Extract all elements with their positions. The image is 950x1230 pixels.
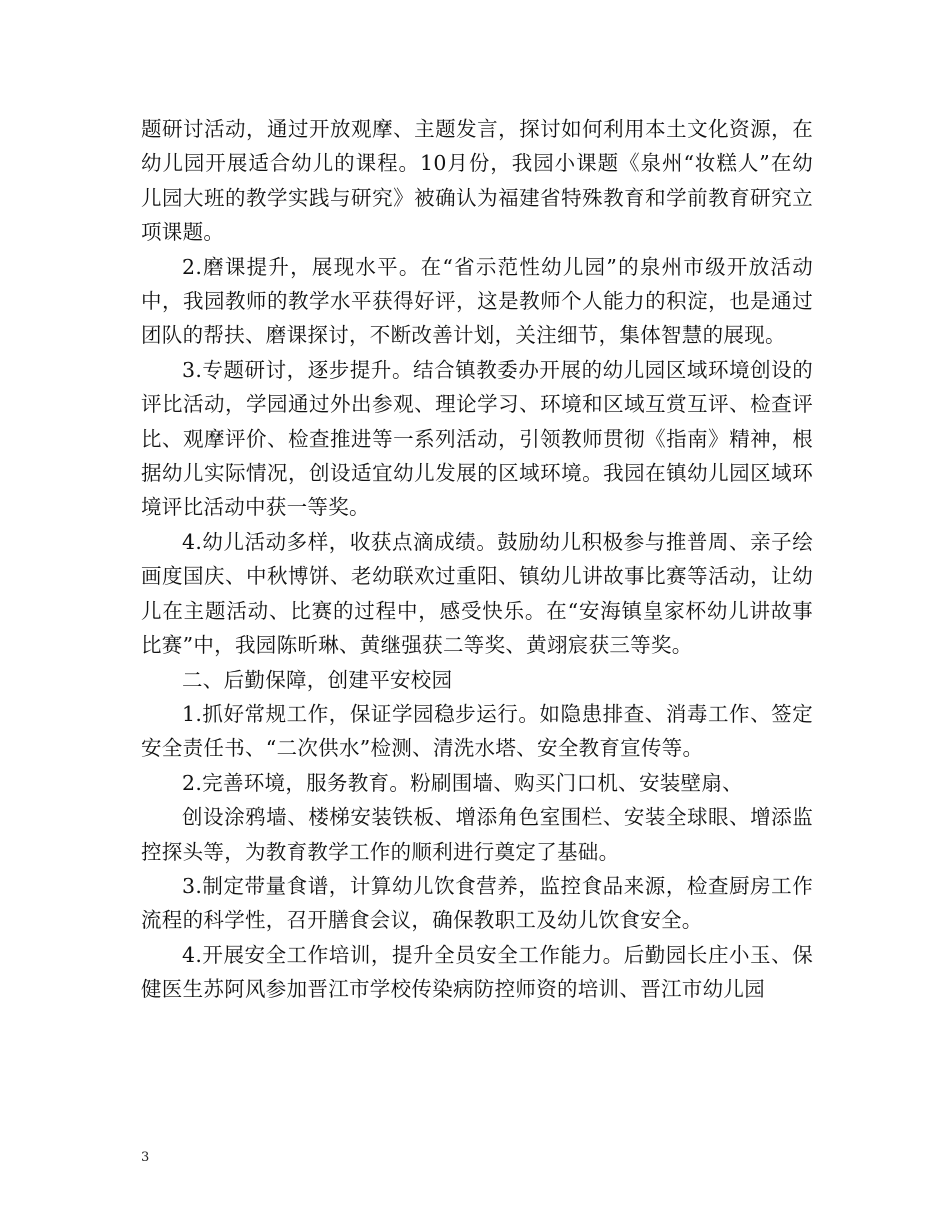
section-heading-logistics: 二、后勤保障，创建平安校园 bbox=[182, 667, 453, 692]
paragraph-children-activities: 4.幼儿活动多样，收获点滴成绩。鼓励幼儿积极参与推普周、亲子绘画度国庆、中秋博饼、老幼联欢过重阳、镇幼儿讲故事比赛等活动，让幼儿在主题活动、比赛的过程中，感受快乐。在“安海镇皇家杯幼儿讲故事比赛”中，我园陈昕琳、黄继强获二等奖、黄翊宸获三等奖。 bbox=[141, 529, 813, 658]
paragraph-lesson-polishing: 2.磨课提升，展现水平。在“省示范性幼儿园”的泉州市级开放活动中，我园教师的教学水平获得好评，这是教师个人能力的积淀，也是通过团队的帮扶、磨课探讨，不断改善计划，关注细节，集体智慧的展现。 bbox=[141, 254, 813, 348]
paragraph-improve-environment: 2.完善环境，服务教育。粉刷围墙、购买门口机、安装壁扇、 bbox=[182, 770, 743, 795]
paragraph-safety-training: 4.开展安全工作培训，提升全员安全工作能力。后勤园长庄小玉、保健医生苏阿风参加晋江市学校传染病防控师资的培训、晋江市幼儿园 bbox=[141, 942, 813, 1002]
paragraph-continued-topic-research: 题研讨活动，通过开放观摩、主题发言，探讨如何利用本土文化资源，在幼儿园开展适合幼儿的课程。10月份，我园小课题《泉州“妆糕人”在幼儿园大班的教学实践与研究》被确认为福建省特殊教育和学前教育研究立项课题。 bbox=[141, 117, 813, 245]
page-number: 3 bbox=[141, 1150, 150, 1165]
paragraph-routine-work: 1.抓好常规工作，保证学园稳步运行。如隐患排查、消毒工作、签定安全责任书、“二次供水”检测、清洗水塔、安全教育宣传等。 bbox=[141, 701, 813, 761]
document-body bbox=[141, 112, 813, 1007]
paragraph-improve-environment-continued: 创设涂鸦墙、楼梯安装铁板、增添角色室围栏、安装全球眼、增添监控探头等，为教育教学工作的顺利进行奠定了基础。 bbox=[141, 805, 813, 864]
paragraph-food-safety: 3.制定带量食谱，计算幼儿饮食营养，监控食品来源，检查厨房工作流程的科学性，召开膳食会议，确保教职工及幼儿饮食安全。 bbox=[141, 873, 813, 933]
paragraph-special-research: 3.专题研讨，逐步提升。结合镇教委办开展的幼儿园区域环境创设的评比活动，学园通过外出参观、理论学习、环境和区域互赏互评、检查评比、观摩评价、检查推进等一系列活动，引领教师贯彻《指南》精神，根据幼儿实际情况，创设适宜幼儿发展的区域环境。我园在镇幼儿园区域环境评比活动中获一等奖。 bbox=[141, 357, 813, 520]
